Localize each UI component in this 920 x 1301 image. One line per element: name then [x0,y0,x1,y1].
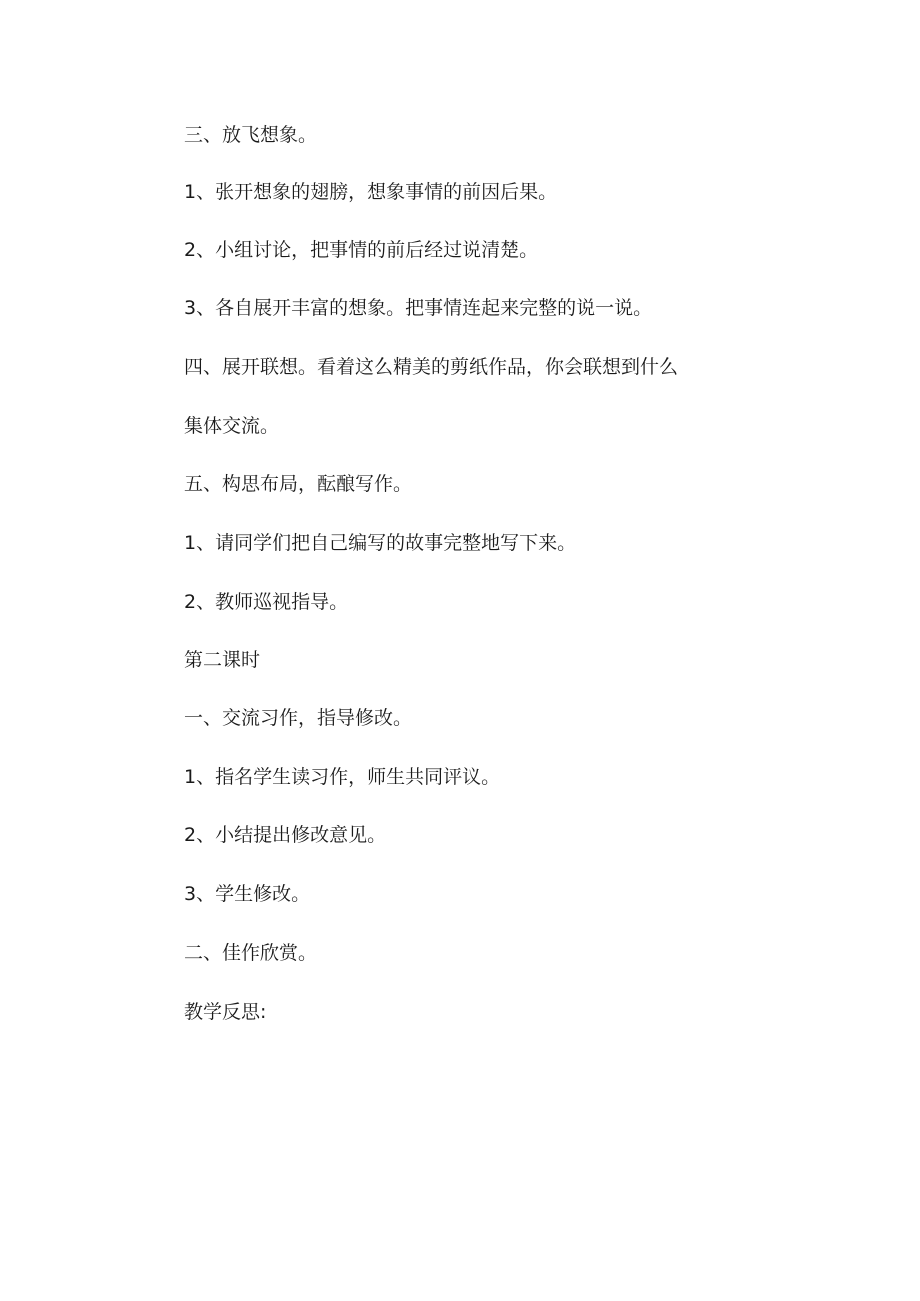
step-1-write-story: 1、请同学们把自己编写的故事完整地写下来。 [184,532,577,554]
group-exchange: 集体交流。 [184,415,280,437]
heading-composition: 五、构思布局，酝酿写作。 [184,473,413,495]
step-2-group-discussion: 2、小组讨论，把事情的前后经过说清楚。 [184,239,539,261]
teaching-reflection: 教学反思: [184,1001,267,1023]
step-1-read-essay: 1、指名学生读习作，师生共同评议。 [184,766,501,788]
second-lesson-title: 第二课时 [184,649,261,671]
heading-association: 四、展开联想。看着这么精美的剪纸作品，你会联想到什么 [184,356,679,378]
step-3-tell-story: 3、各自展开丰富的想象。把事情连起来完整的说一说。 [184,297,653,319]
step-1-imagine: 1、张开想象的翅膀，想象事情的前因后果。 [184,181,558,203]
heading-appreciation: 二、佳作欣赏。 [184,942,318,964]
heading-revision: 一、交流习作，指导修改。 [184,707,413,729]
heading-imagination: 三、放飞想象。 [184,124,318,146]
step-2-teacher-guidance: 2、教师巡视指导。 [184,591,349,613]
step-2-suggestions: 2、小结提出修改意见。 [184,824,387,846]
step-3-student-revise: 3、学生修改。 [184,883,311,905]
